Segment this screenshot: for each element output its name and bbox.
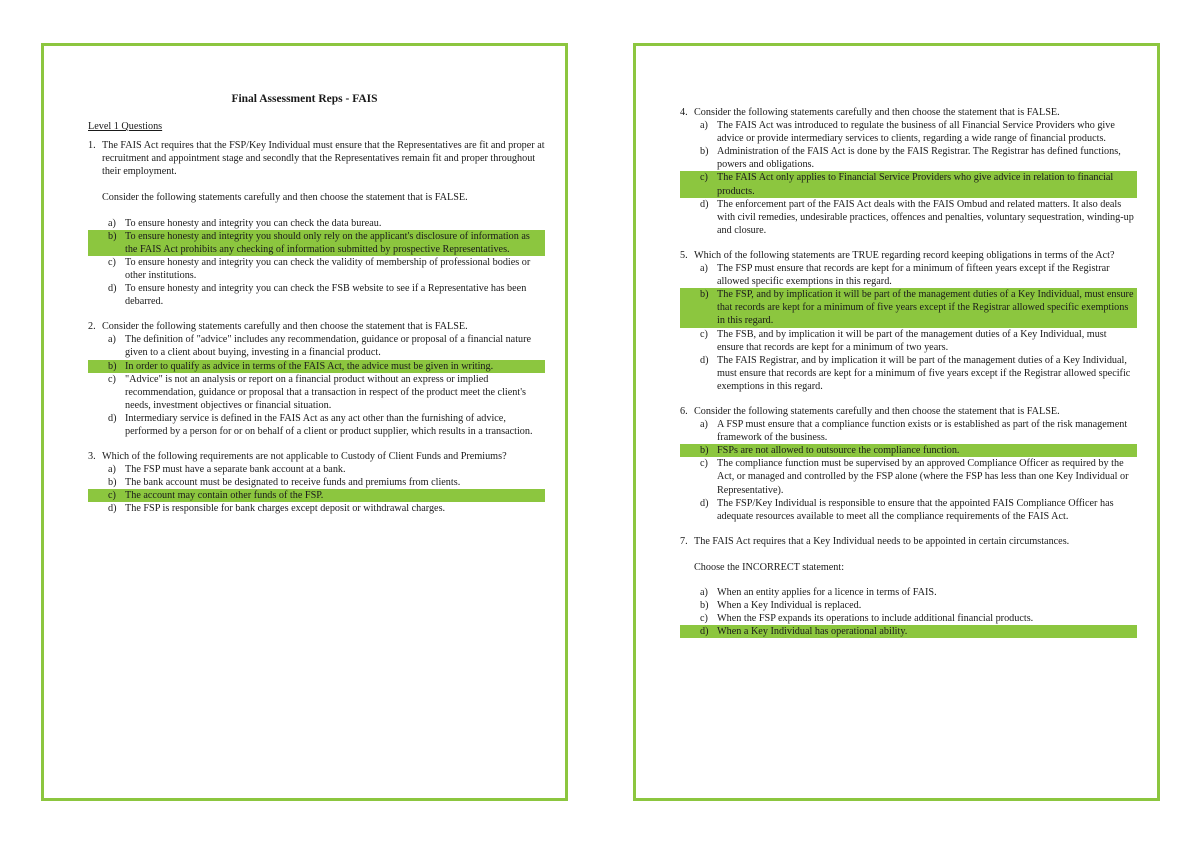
answer-letter: b) [700, 600, 709, 612]
answer-option [700, 497, 1137, 523]
question-number: 1. [88, 140, 96, 152]
document-title: Final Assessment Reps - FAIS [231, 93, 378, 105]
answer-letter: d) [700, 198, 709, 210]
answer-letter: c) [108, 256, 116, 268]
answer-option [108, 282, 545, 308]
answer-option-highlighted [88, 230, 545, 256]
question-number: 2. [88, 321, 96, 333]
question-text: The FAIS Act requires that the FSP/Key Individual must ensure that the Representatives are fit and proper at recruitment and appointment stage and secondly that the Representatives remain fit and proper throughout their employment. [102, 140, 545, 178]
question-stem [680, 405, 1137, 418]
answer-option-highlighted [88, 489, 545, 502]
question-text: Which of the following statements are TRUE regarding record keeping obligations in terms of the Act? [694, 249, 1115, 261]
answer-option [108, 463, 545, 476]
answer-letter: d) [108, 412, 117, 424]
answer-text: The definition of "advice" includes any recommendation, guidance or proposal of a financial nature given to a client about buying, investing in a financial product. [125, 334, 532, 359]
answer-text: When the FSP expands its operations to include additional financial products. [717, 613, 1034, 625]
question-number: 5. [680, 249, 688, 261]
answer-text: The FSP, and by implication it will be part of the management duties of a Key Individual, must ensure that records are kept for a minimum of five years except if the Registrar allowed specific exemptions in this regard. [717, 289, 1134, 327]
answer-letter: a) [700, 263, 708, 275]
answer-text: The enforcement part of the FAIS Act deals with the FAIS Ombud and related matters. It also deals with civil remedies, undesirable practices, offences and penalties, voluntary sequestration, winding-up and closure. [717, 198, 1134, 236]
answer-text: The account may contain other funds of the FSP. [125, 490, 324, 502]
answer-option [700, 612, 1137, 625]
answer-text: In order to qualify as advice in terms of the FAIS Act, the advice must be given in writing. [125, 360, 494, 372]
answer-text: The FSB, and by implication it will be part of the management duties of a Key Individual, must ensure that records are kept for a minimum of two years. [717, 328, 1107, 353]
answer-letter: c) [700, 328, 708, 340]
answer-letter: b) [108, 230, 117, 242]
answer-list [700, 418, 1137, 523]
answer-text: A FSP must ensure that a compliance function exists or is established as part of the risk management framework of the business. [717, 419, 1128, 444]
answer-letter: c) [700, 613, 708, 625]
question-stem [88, 320, 545, 333]
answer-letter: d) [700, 497, 709, 509]
answer-text: The FAIS Act was introduced to regulate the business of all Financial Service Providers who give advice or provide intermediary services to clients, regarding a wide range of financial products. [717, 120, 1115, 145]
question-number: 3. [88, 451, 96, 463]
question-stem [680, 535, 1137, 548]
question-number: 7. [680, 535, 688, 547]
answer-option-highlighted [680, 625, 1137, 638]
answer-letter: a) [700, 419, 708, 431]
answer-text: Administration of the FAIS Act is done by the FAIS Registrar. The Registrar has defined functions, powers and obligations. [717, 146, 1121, 171]
answer-text: To ensure honesty and integrity you should only rely on the applicant's disclosure of information as the FAIS Act prohibits any checking of information submitted by prospective Representatives. [125, 230, 530, 255]
question-block [680, 405, 1137, 523]
answer-letter: c) [700, 172, 708, 184]
answer-option [108, 256, 545, 282]
answer-option-highlighted [680, 444, 1137, 457]
question-block [88, 450, 545, 515]
answer-text: To ensure honesty and integrity you can check the FSB website to see if a Representative has been debarred. [125, 283, 527, 308]
answer-letter: b) [700, 445, 709, 457]
question-instruction: Consider the following statements carefully and then choose the statement that is FALSE. [102, 192, 468, 204]
answer-option [700, 457, 1137, 496]
answer-option [700, 328, 1137, 354]
answer-text: The FAIS Act only applies to Financial Service Providers who give advice in relation to financial products. [717, 172, 1114, 197]
question-block [680, 249, 1137, 393]
question-stem [88, 450, 545, 463]
answer-letter: a) [108, 464, 116, 476]
answer-option-highlighted [680, 288, 1137, 327]
answer-option [700, 418, 1137, 444]
answer-option [108, 373, 545, 412]
question-text: Consider the following statements carefully and then choose the statement that is FALSE. [102, 321, 468, 333]
answer-letter: a) [700, 120, 708, 132]
answer-text: The FSP/Key Individual is responsible to ensure that the appointed FAIS Compliance Officer has adequate resources available to meet all the compliance requirements of the FAIS Act. [717, 497, 1114, 522]
answer-list [108, 217, 545, 309]
question-instruction: Choose the INCORRECT statement: [694, 561, 845, 573]
answer-text: To ensure honesty and integrity you can check the data bureau. [125, 217, 382, 229]
answer-list [700, 119, 1137, 237]
answer-option [108, 217, 545, 230]
answer-option [700, 198, 1137, 237]
answer-option-highlighted [88, 360, 545, 373]
answer-letter: b) [700, 146, 709, 158]
answer-option [700, 354, 1137, 393]
document-page-left [41, 43, 568, 801]
answer-option-highlighted [680, 171, 1137, 197]
answer-letter: a) [108, 217, 116, 229]
answer-option [700, 145, 1137, 171]
answer-option [700, 119, 1137, 145]
answer-list [700, 586, 1137, 638]
answer-text: When a Key Individual has operational ability. [717, 626, 908, 638]
answer-text: The FSP must have a separate bank account at a bank. [125, 464, 346, 476]
answer-text: When an entity applies for a licence in terms of FAIS. [717, 587, 937, 598]
question-stem [680, 249, 1137, 262]
question-list [680, 106, 1137, 638]
answer-text: To ensure honesty and integrity you can check the validity of membership of professional bodies or other institutions. [125, 256, 531, 281]
answer-text: The FSP is responsible for bank charges except deposit or withdrawal charges. [125, 503, 446, 515]
answer-letter: a) [108, 334, 116, 346]
answer-letter: b) [108, 360, 117, 372]
answer-letter: c) [108, 490, 116, 502]
question-block [88, 139, 545, 308]
answer-option [700, 262, 1137, 288]
question-list [88, 139, 545, 515]
answer-letter: c) [700, 458, 708, 470]
answer-text: The bank account must be designated to receive funds and premiums from clients. [125, 477, 461, 489]
question-stem [88, 139, 545, 178]
answer-list [108, 333, 545, 438]
answer-letter: d) [108, 503, 117, 515]
answer-option [108, 476, 545, 489]
question-text: Consider the following statements carefully and then choose the statement that is FALSE. [694, 405, 1060, 417]
answer-letter: a) [700, 587, 708, 598]
answer-option [108, 412, 545, 438]
question-block [88, 320, 545, 438]
answer-list [108, 463, 545, 515]
question-number: 6. [680, 405, 688, 417]
answer-text: The FSP must ensure that records are kept for a minimum of fifteen years except if the Registrar allowed specific exemptions in this regard. [717, 263, 1110, 288]
answer-text: The FAIS Registrar, and by implication it will be part of the management duties of a Key Individual, must ensure that records are kept for a minimum of five years except if the Registrar allowed specific exemptions in this regard. [717, 354, 1131, 392]
answer-letter: d) [700, 354, 709, 366]
question-text: Consider the following statements carefully and then choose the statement that is FALSE. [694, 107, 1060, 118]
answer-text: Intermediary service is defined in the FAIS Act as any act other than the furnishing of advice, performed by a person for or on behalf of a client or product supplier, which results in a transaction. [125, 412, 533, 437]
answer-list [700, 262, 1137, 393]
answer-letter: d) [700, 626, 709, 638]
answer-text: "Advice" is not an analysis or report on a financial product without an express or implied recommendation, guidance or proposal that a transaction in respect of the product meet the client's needs, investment objectives or financial situation. [125, 373, 526, 411]
answer-text: When a Key Individual is replaced. [717, 600, 862, 612]
document-page-right [633, 43, 1160, 801]
answer-option [108, 502, 545, 515]
question-text: The FAIS Act requires that a Key Individual needs to be appointed in certain circumstances. [694, 535, 1070, 547]
answer-option [700, 586, 1137, 599]
question-stem [680, 106, 1137, 119]
answer-letter: b) [700, 289, 709, 301]
question-block [680, 535, 1137, 639]
answer-letter: b) [108, 477, 117, 489]
question-number: 4. [680, 107, 688, 118]
answer-option [700, 599, 1137, 612]
answer-text: The compliance function must be supervised by an approved Compliance Officer as required by the Act, or managed and controlled by the FSP alone (where the FSP has less than one Key Individual or Representative). [717, 458, 1129, 496]
answer-letter: c) [108, 373, 116, 385]
answer-letter: d) [108, 283, 117, 295]
answer-option [108, 333, 545, 359]
section-title: Level 1 Questions [88, 121, 163, 133]
question-block [680, 106, 1137, 237]
question-text: Which of the following requirements are not applicable to Custody of Client Funds and Premiums? [102, 451, 507, 463]
answer-text: FSPs are not allowed to outsource the compliance function. [717, 445, 960, 457]
